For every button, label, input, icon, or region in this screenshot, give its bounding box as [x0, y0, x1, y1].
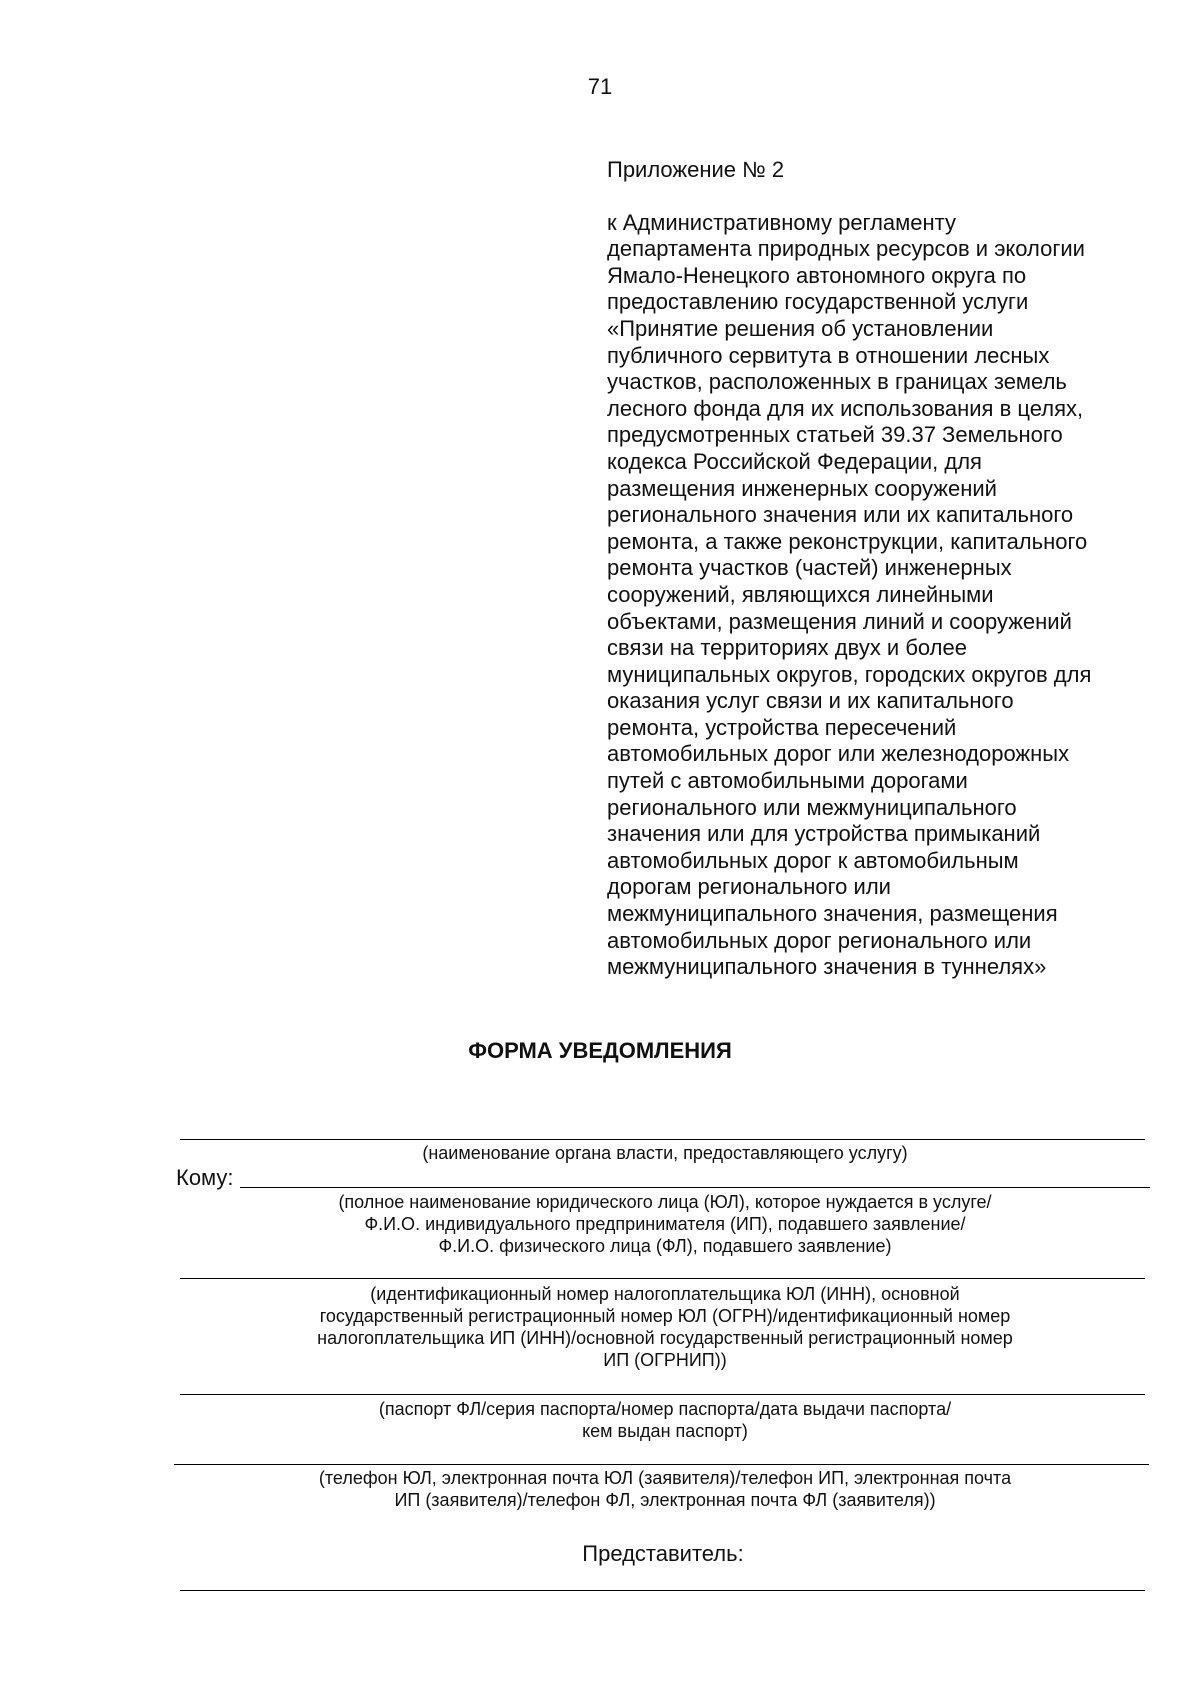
appendix-line: сооружений, являющихся линейными	[607, 581, 994, 607]
contacts-fill-line	[174, 1464, 1149, 1465]
appendix-line: лесного фонда для их использования в целях,	[607, 395, 1084, 421]
appendix-line: ремонта, устройства пересечений	[607, 714, 957, 740]
form-title: ФОРМА УВЕДОМЛЕНИЯ	[468, 1038, 732, 1063]
appendix-line: регионального значения или их капитального	[607, 502, 1074, 528]
applicant-caption: (полное наименование юридического лица (ЮЛ), которое нуждается в услуге/ Ф.И.О. индивидуального предпринимателя (ИП), подавшего заявление/ Ф.И.О. физического лица (ФЛ), подавшего заявление)	[338, 1192, 992, 1256]
appendix-line: муниципальных округов, городских округов для	[607, 661, 1092, 687]
applicant-fill-line	[240, 1187, 1150, 1188]
page-number: 71	[587, 74, 613, 99]
authority-caption: (наименование органа власти, предоставляющего услугу)	[422, 1143, 908, 1163]
appendix-line: размещения инженерных сооружений	[607, 475, 997, 501]
appendix-line: ремонта, а также реконструкции, капитального	[607, 528, 1088, 554]
passport-fill-line	[180, 1394, 1145, 1395]
appendix-line: кодекса Российской Федерации, для	[607, 448, 982, 474]
appendix-line: путей с автомобильными дорогами	[607, 768, 968, 794]
appendix-body	[607, 210, 1167, 981]
appendix-line: межмуниципального значения, размещения	[607, 901, 1058, 927]
appendix-block	[607, 157, 1167, 981]
appendix-line: дорогам регионального или	[607, 874, 891, 900]
appendix-line: значения или для устройства примыканий	[607, 821, 1041, 847]
ids-caption: (идентификационный номер налогоплательщика ЮЛ (ИНН), основной государственный регистрационный номер ЮЛ (ОГРН)/идентификационный номер налогоплательщика ИП (ИНН)/основной государственный регистрационный номер ИП (ОГРНИП))	[317, 1284, 1013, 1370]
appendix-line: регионального или межмуниципального	[607, 794, 1017, 820]
appendix-line: объектами, размещения линий и сооружений	[607, 608, 1072, 634]
appendix-line: связи на территориях двух и более	[607, 635, 967, 661]
appendix-line: к Административному регламенту	[607, 209, 957, 235]
appendix-line: автомобильных дорог регионального или	[607, 927, 1032, 953]
passport-caption: (паспорт ФЛ/серия паспорта/номер паспорта/дата выдачи паспорта/ кем выдан паспорт)	[378, 1399, 952, 1441]
appendix-title: Приложение № 2	[607, 157, 785, 182]
appendix-line: «Принятие решения об установлении	[607, 315, 994, 341]
appendix-line: департамента природных ресурсов и экологии	[607, 236, 1085, 262]
appendix-line: публичного сервитута в отношении лесных	[607, 342, 1050, 368]
appendix-line: участков, расположенных в границах земель	[607, 369, 1067, 395]
representative-label: Представитель:	[582, 1541, 744, 1566]
appendix-line: ремонта участков (частей) инженерных	[607, 555, 1012, 581]
appendix-line: предусмотренных статьей 39.37 Земельного	[607, 422, 1063, 448]
appendix-line: оказания услуг связи и их капитального	[607, 688, 1014, 714]
appendix-line: Ямало-Ненецкого автономного округа по	[607, 262, 1027, 288]
representative-fill-line	[180, 1590, 1145, 1591]
to-label: Кому:	[176, 1165, 234, 1190]
appendix-line: межмуниципального значения в туннелях»	[607, 954, 1047, 980]
appendix-line: предоставлению государственной услуги	[607, 289, 1029, 315]
appendix-line: автомобильных дорог к автомобильным	[607, 847, 1019, 873]
authority-fill-line	[180, 1139, 1145, 1140]
appendix-line: автомобильных дорог или железнодорожных	[607, 741, 1070, 767]
ids-fill-line	[180, 1278, 1145, 1279]
contacts-caption: (телефон ЮЛ, электронная почта ЮЛ (заявителя)/телефон ИП, электронная почта ИП (заявителя)/телефон ФЛ, электронная почта ФЛ (заявителя))	[318, 1468, 1012, 1510]
